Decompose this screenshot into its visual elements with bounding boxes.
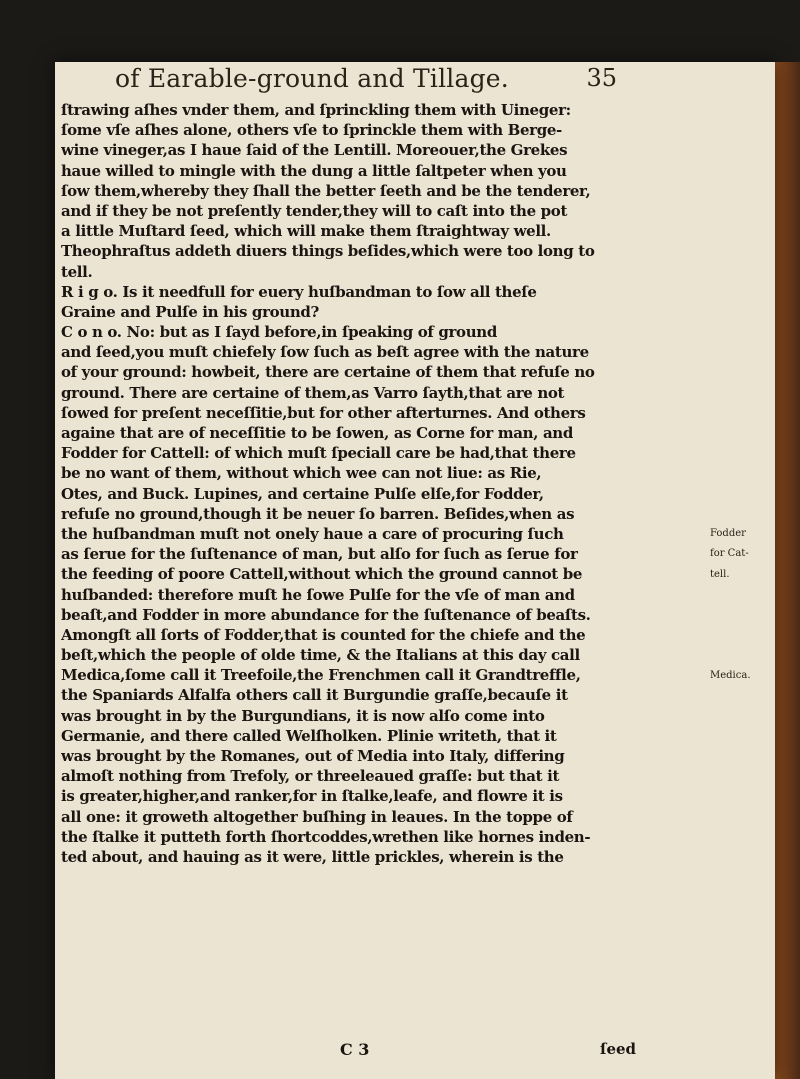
text-line: all one: it groweth altogether buſhing in leaues. In the toppe of — [61, 807, 573, 826]
text-line: was brought by the Romanes, out of Media into Italy, differing — [61, 747, 565, 765]
text-line: beaſt,and Fodder in more abundance for the ſuſtenance of beaſts. — [61, 605, 591, 624]
margin-note: Fodder — [710, 528, 746, 540]
text-line: Otes, and Buck. Lupines, and certaine Pulſe elſe,for Fodder, — [61, 484, 544, 503]
page-header — [115, 64, 635, 98]
margin-note: tell. — [710, 568, 730, 580]
text-line: the huſbandman muſt not onely haue a care of procuring ſuch — [61, 524, 564, 543]
text-line: Graine and Pulſe in his ground? — [61, 302, 319, 321]
text-line: almoſt nothing from Trefoly, or threeleaued graſſe: but that it — [61, 767, 560, 786]
margin-note: Medica. — [710, 669, 751, 681]
text-line: Fodder for Cattell: of which muſt ſpeciall care be had,that there — [61, 444, 576, 463]
text-line: haue willed to mingle with the dung a little ſaltpeter when you — [61, 161, 567, 180]
text-line: of your ground: howbeit, there are certaine of them that refuſe no — [61, 363, 595, 382]
page-number: 35 — [586, 64, 617, 92]
text-line: the Spaniards Alfalfa others call it Burgundie graſſe,becauſe it — [61, 686, 568, 705]
text-line: a little Muſtard ſeed, which will make them ſtraightway well. — [61, 222, 551, 241]
text-line: ſow them,whereby they ſhall the better ſeeth and be the tenderer, — [61, 181, 591, 200]
text-line: ſome vſe aſhes alone, others vſe to ſprinckle them with Berge- — [61, 121, 562, 140]
body-text — [61, 100, 653, 867]
text-line: Theophraſtus addeth diuers things beſides,which were too long to — [61, 242, 595, 261]
text-line: the ſtalke it putteth forth ſhortcoddes,wrethen like hornes inden- — [61, 827, 591, 846]
text-line: be no want of them, without which wee can not liue: as Rie, — [61, 464, 542, 483]
catchword: ſeed — [600, 1040, 637, 1058]
text-line: Germanie, and there called Welſholken. Plinie writeth, that it — [61, 726, 557, 745]
text-line: refuſe no ground,though it be neuer ſo barren. Beſides,when as — [61, 504, 575, 523]
text-line: wine vineger,as I haue ſaid of the Lentill. Moreouer,the Grekes — [61, 141, 568, 160]
printer-mark — [46, 1038, 51, 1043]
margin-note: for Cat- — [710, 548, 749, 560]
text-line: R i g o. Is it needfull for euery huſbandman to ſow all theſe — [61, 282, 537, 301]
text-line: tell. — [61, 262, 93, 281]
text-line: the feeding of poore Cattell,without which the ground cannot be — [61, 565, 583, 584]
text-line: ſowed for preſent neceſſitie,but for other afterturnes. And others — [61, 403, 586, 422]
signature-mark: C 3 — [340, 1040, 370, 1059]
text-line: and if they be not preſently tender,they will to caſt into the pot — [61, 201, 568, 220]
text-line: ted about, and hauing as it were, little prickles, wherein is the — [61, 847, 564, 866]
text-line: C o n o. No: but as I ſayd before,in ſpeaking of ground — [61, 323, 497, 342]
text-line: and ſeed,you muſt chiefely ſow ſuch as beſt agree with the nature — [61, 343, 589, 362]
text-line: Amongſt all ſorts of Fodder,that is counted for the chiefe and the — [61, 625, 586, 644]
running-title: of Earable-ground and Tillage. — [115, 64, 509, 93]
text-line: huſbanded: therefore muſt he ſowe Pulſe for the vſe of man and — [61, 585, 575, 604]
text-line: as ſerue for the ſuſtenance of man, but alſo for ſuch as ſerue for — [61, 545, 578, 564]
text-line: ground. There are certaine of them,as Varro ſayth,that are not — [61, 383, 565, 402]
printer-mark — [46, 159, 51, 164]
text-line: beſt,which the people of olde time, & the Italians at this day call — [61, 646, 580, 665]
text-line: ſtrawing aſhes vnder them, and ſprinckling them with Uineger: — [61, 101, 571, 119]
text-line: is greater,higher,and ranker,for in ſtalke,leafe, and flowre it is — [61, 787, 563, 806]
text-line: againe that are of neceſſitie to be ſowen, as Corne for man, and — [61, 424, 574, 442]
text-line: was brought in by the Burgundians, it is now alſo come into — [61, 706, 545, 725]
text-line: Medica,ſome call it Treefoile,the Frenchmen call it Grandtreffle, — [61, 666, 581, 685]
